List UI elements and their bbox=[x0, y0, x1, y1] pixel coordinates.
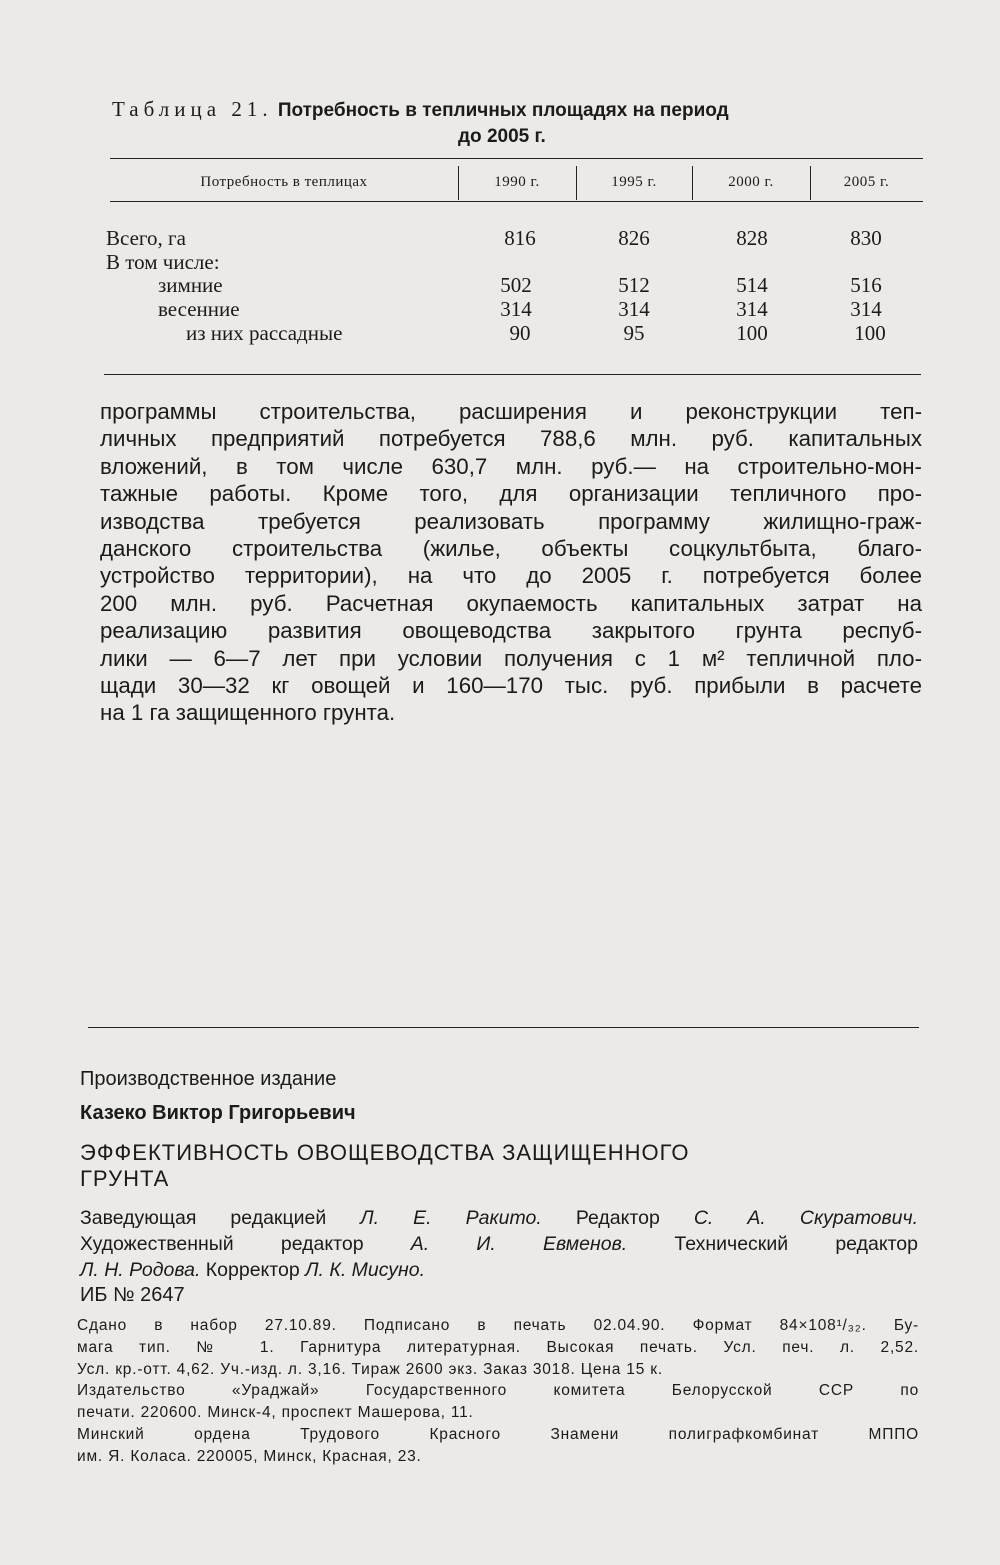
credit-person: Л. Е. Ракито. bbox=[360, 1207, 542, 1229]
cell-2005: 516 bbox=[850, 273, 882, 297]
credit-person: А. И. Евменов. bbox=[410, 1233, 628, 1255]
credits-line bbox=[80, 1231, 918, 1257]
cell-1990: 314 bbox=[500, 297, 532, 321]
credit-person: С. А. Скуратович. bbox=[693, 1207, 918, 1229]
cell-1995: 826 bbox=[618, 226, 650, 250]
print-details bbox=[77, 1315, 919, 1381]
table-caption-title-line2: до 2005 г. bbox=[458, 126, 546, 147]
cell-2000: 514 bbox=[736, 273, 768, 297]
credits-line bbox=[80, 1205, 918, 1231]
cell-1995: 512 bbox=[618, 273, 650, 297]
column-header-1995: 1995 г. bbox=[611, 174, 657, 190]
column-header-2000: 2000 г. bbox=[728, 174, 774, 190]
paragraph-line: лики — 6—7 лет при условии получения с 1 м² тепличной пло- bbox=[100, 645, 922, 671]
editorial-credits bbox=[80, 1205, 918, 1283]
credits-line bbox=[80, 1257, 918, 1283]
cell-1995: 95 bbox=[623, 321, 645, 345]
publisher-line: Издательство «Ураджай» Государственного комитета Белорусской ССР по bbox=[77, 1382, 919, 1399]
credit-role: Редактор bbox=[541, 1207, 694, 1229]
paragraph-line: устройство территории), на что до 2005 г. потребуется более bbox=[100, 563, 922, 589]
paragraph-line: программы строительства, расширения и реконструкции теп- bbox=[100, 399, 922, 424]
paragraph-line: данского строительства (жилье, объекты соцкультбыта, благо- bbox=[100, 536, 922, 562]
cell-2000: 314 bbox=[736, 297, 768, 321]
column-header-1990: 1990 г. bbox=[494, 174, 540, 190]
publication-number: ИБ № 2647 bbox=[80, 1284, 185, 1306]
print-details-line: Сдано в набор 27.10.89. Подписано в печать 02.04.90. Формат 84×108¹/₃₂. Бу- bbox=[77, 1317, 919, 1334]
table-header-rule bbox=[110, 201, 923, 202]
cell-2000: 100 bbox=[736, 321, 768, 345]
table-caption bbox=[112, 96, 932, 147]
paragraph-line: на 1 га защищенного грунта. bbox=[100, 700, 396, 726]
row-label: зимние bbox=[158, 273, 223, 297]
printer-line: Минский ордена Трудового Красного Знамени полиграфкомбинат МППО bbox=[77, 1426, 919, 1443]
paragraph-line: 200 млн. руб. Расчетная окупаемость капитальных затрат на bbox=[100, 590, 922, 616]
table-row-including bbox=[0, 250, 1000, 275]
book-title-line: ЭФФЕКТИВНОСТЬ ОВОЩЕВОДСТВА ЗАЩИЩЕННОГО bbox=[80, 1140, 690, 1165]
table-bottom-rule bbox=[104, 374, 921, 375]
cell-1990: 90 bbox=[509, 321, 531, 345]
row-label: из них рассадные bbox=[186, 321, 343, 345]
cell-2005: 100 bbox=[854, 321, 886, 345]
body-paragraph bbox=[100, 398, 922, 727]
publisher-info bbox=[77, 1380, 919, 1424]
table-row-seedling bbox=[0, 321, 1000, 346]
credit-role: Художественный редактор bbox=[80, 1233, 411, 1255]
table-top-rule bbox=[110, 158, 923, 159]
paragraph-line: вложений, в том числе 630,7 млн. руб.— на строительно-мон- bbox=[100, 453, 922, 479]
author-name: Казеко Виктор Григорьевич bbox=[80, 1102, 356, 1124]
table-row-total bbox=[0, 226, 1000, 251]
table-caption-label: Таблица 21. bbox=[112, 97, 273, 121]
credit-person: Л. Н. Родова. bbox=[80, 1259, 201, 1281]
edition-type: Производственное издание bbox=[80, 1068, 337, 1090]
cell-2000: 828 bbox=[736, 226, 768, 250]
printer-info bbox=[77, 1424, 919, 1468]
cell-2005: 830 bbox=[850, 226, 882, 250]
row-label: В том числе: bbox=[106, 250, 220, 274]
column-header-need: Потребность в теплицах bbox=[200, 174, 368, 190]
table-caption-title: Потребность в тепличных площадях на период bbox=[277, 100, 729, 121]
cell-1995: 314 bbox=[618, 297, 650, 321]
credit-person: Л. К. Мисуно. bbox=[305, 1259, 426, 1281]
paragraph-line: личных предприятий потребуется 788,6 млн. руб. капитальных bbox=[100, 426, 922, 452]
publisher-line: печати. 220600. Минск-4, проспект Машерова, 11. bbox=[77, 1404, 474, 1421]
cell-2005: 314 bbox=[850, 297, 882, 321]
printer-line: им. Я. Коласа. 220005, Минск, Красная, 23. bbox=[77, 1448, 422, 1465]
cell-1990: 816 bbox=[504, 226, 536, 250]
credit-role: Заведующая редакцией bbox=[80, 1207, 361, 1229]
paragraph-line: изводства требуется реализовать программу жилищно-граж- bbox=[100, 508, 922, 534]
cell-1990: 502 bbox=[500, 273, 532, 297]
imprint-rule bbox=[88, 1027, 919, 1028]
book-title bbox=[80, 1140, 689, 1192]
table-row-winter bbox=[0, 273, 1000, 298]
book-title-line: ГРУНТА bbox=[80, 1166, 170, 1191]
paragraph-line: реализацию развития овощеводства закрытого грунта респуб- bbox=[100, 618, 922, 644]
paragraph-line: тажные работы. Кроме того, для организации тепличного про- bbox=[100, 481, 922, 507]
row-label: весенние bbox=[158, 297, 240, 321]
print-details-line: мага тип. № 1. Гарнитура литературная. Высокая печать. Усл. печ. л. 2,52. bbox=[77, 1339, 919, 1356]
print-details-line: Усл. кр.-отт. 4,62. Уч.-изд. л. 3,16. Тираж 2600 экз. Заказ 3018. Цена 15 к. bbox=[77, 1361, 663, 1378]
paragraph-line: щади 30—32 кг овощей и 160—170 тыс. руб. прибыли в расчете bbox=[100, 673, 922, 699]
column-header-2005: 2005 г. bbox=[843, 174, 890, 190]
credit-role: Технический редактор bbox=[627, 1233, 918, 1255]
credit-role: Корректор bbox=[200, 1259, 306, 1281]
row-label: Всего, га bbox=[106, 226, 186, 250]
table-row-spring bbox=[0, 297, 1000, 322]
